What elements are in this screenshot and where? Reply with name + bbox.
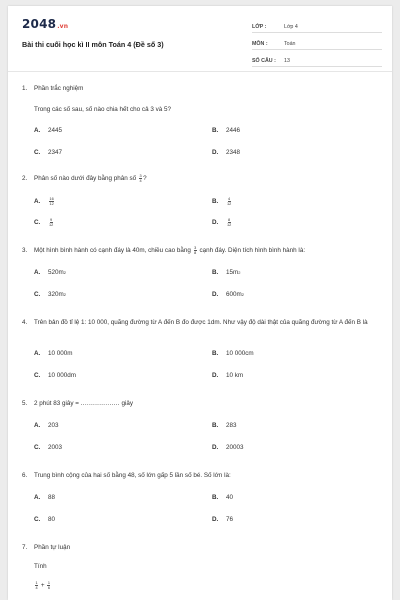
option-c[interactable]: C. 320m 2 [34,291,66,298]
option-a[interactable]: A. 520m 2 [34,269,66,276]
option-a[interactable]: A. 2445 [34,127,63,134]
site-logo[interactable]: 2048.vn [22,17,69,31]
option-c[interactable]: C. $\frac{9}{12}$ [34,218,54,227]
question-number: 3. [22,247,28,254]
math-expression: $\frac{1}{4}$ + $\frac{1}{6}$ [35,581,50,590]
info-key: MÔN : [252,41,268,47]
option-b[interactable]: B. 40 [212,494,234,501]
question-text: Phần trắc nghiệm [34,85,84,92]
option-c[interactable]: C. 80 [34,516,56,523]
option-d[interactable]: D. $\frac{8}{12}$ [212,218,232,227]
question-text: Phân số nào dưới đây bằng phân số $\frac{3}{4}$ ? [34,174,147,183]
info-row-question-count [252,52,382,67]
option-b[interactable]: B. 10 000cm [212,350,254,357]
info-key: SỐ CÂU : [252,58,276,64]
info-value: Lớp 4 [284,24,298,30]
option-a[interactable]: A. $\frac{16}{12}$ [34,197,54,206]
question-text: Một hình bình hành có cạnh đáy là 40m, chiều cao bằng $\frac{3}{8}$ cạnh đáy. Diện tích hình bình hành là: [34,246,306,255]
question-text: Trên bản đồ tỉ lệ 1: 10 000, quãng đường từ A đến B đo được 1dm. Như vậy độ dài thật của quãng đường từ A đến B là [34,319,368,326]
info-value: Toán [284,41,296,47]
option-d[interactable]: D. 20003 [212,444,244,451]
fraction: $\frac{3}{4}$ [139,174,142,183]
answer-blank: ................... [80,400,120,407]
question-text: Phần tự luận [34,544,71,551]
question-1-prompt: Trong các số sau, số nào chia hết cho cả 3 và 5? [34,106,171,113]
option-d[interactable]: D. 2348 [212,149,241,156]
option-b[interactable]: B. 15m 2 [212,269,241,276]
option-d[interactable]: D. 76 [212,516,234,523]
question-text: Trung bình cộng của hai số bằng 48, số lớn gấp 5 lần số bé. Số lớn là: [34,472,231,479]
option-a[interactable]: A. 203 [34,422,59,429]
exam-title: Bài thi cuối học kì II môn Toán 4 (Đề số 3) [22,40,164,49]
option-a[interactable]: A. 10 000m [34,350,73,357]
question-number: 7. [22,544,28,551]
fraction: $\frac{3}{8}$ [194,246,197,255]
question-number: 1. [22,85,28,92]
question-text: 2 phút 83 giây = ................... giây [34,400,134,407]
option-b[interactable]: B. 283 [212,422,237,429]
exam-page [8,6,392,600]
option-d[interactable]: D. 600m 2 [212,291,244,298]
option-c[interactable]: C. 2003 [34,444,63,451]
info-row-subject [252,35,382,50]
question-number: 4. [22,319,28,326]
option-b[interactable]: B. 2446 [212,127,241,134]
option-d[interactable]: D. 10 km [212,372,244,379]
info-row-class [252,18,382,33]
question-number: 5. [22,400,28,407]
option-a[interactable]: A. 88 [34,494,56,501]
exam-header [8,6,392,72]
option-b[interactable]: B. $\frac{4}{12}$ [212,197,232,206]
info-key: LỚP : [252,24,267,30]
exam-info [252,18,382,69]
option-c[interactable]: C. 10 000dm [34,372,77,379]
question-number: 2. [22,175,28,182]
info-value: 13 [284,58,290,64]
question-number: 6. [22,472,28,479]
option-c[interactable]: C. 2347 [34,149,63,156]
question-7-prompt: Tính [34,563,47,570]
